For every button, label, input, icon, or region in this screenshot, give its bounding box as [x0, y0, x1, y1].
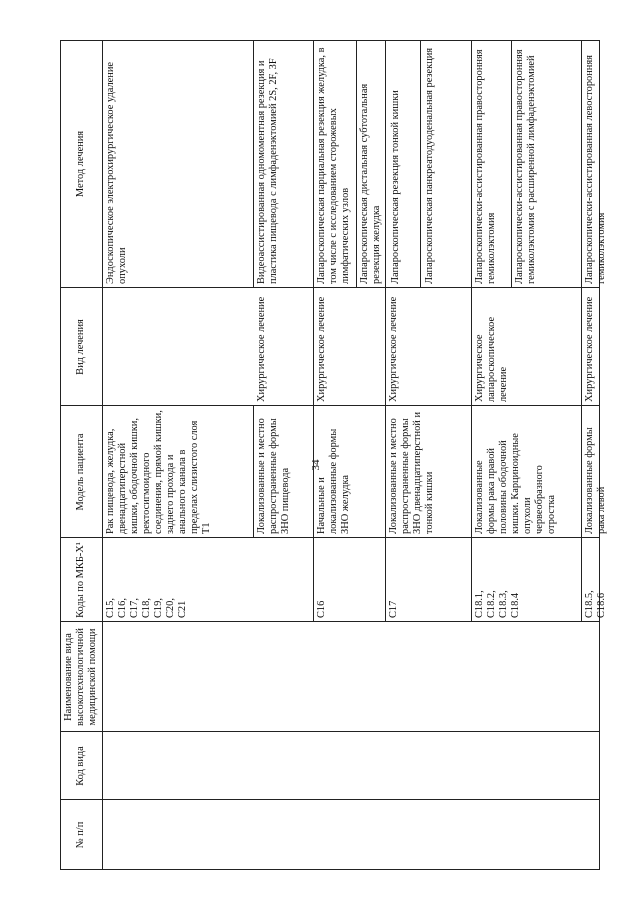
header-icd: Коды по МКБ-X¹ [75, 542, 86, 618]
row-separator-r2 [313, 40, 314, 622]
r6-method: Лапароскопически-ассистированная левосторонняя гемиколэктомия [584, 55, 607, 284]
col-border-5 [60, 405, 600, 406]
r2-method: Видеоассистированная одномоментная резекция и пластика пищевода с лимфаденэктомией 2S, 2F, 3F [256, 58, 279, 284]
r4-codes: C17 [388, 600, 399, 618]
col-border-2 [60, 731, 600, 732]
row-separator-r1-method [253, 40, 254, 288]
r4-treatment: Хирургическое лечение [388, 296, 399, 402]
r3-treatment: Хирургическое лечение [316, 296, 327, 402]
treatment-table [60, 40, 607, 870]
header-treatment: Вид лечения [75, 319, 86, 375]
col-border-4 [60, 537, 600, 538]
r4-model: Локализованные и местно распространенные формы ЗНО двенадцатиперстной и тонкой кишки [388, 411, 435, 534]
r1-method: Эндоскопическое электрохирургическое удаление опухоли [105, 62, 128, 284]
r3-method-b: Лапароскопическая дистальная субтотальная резекция желудка [359, 83, 382, 284]
r3-model: Начальные и локализованные формы ЗНО желудка [316, 428, 351, 534]
r6-model: Локализованные формы рака левой [584, 427, 607, 534]
table-right-border [60, 40, 600, 41]
col-border-6 [60, 287, 600, 288]
r1-model: Рак пищевода, желудка, двенадцатиперстной кишки, ободочной кишки, ректосигмоидного соединения, прямой кишки, заднего прохода и анального канала в пределах слизистого слоя T1 [105, 410, 212, 534]
r1-codes: C15, C16, C17, C18, C19, C20, C21 [105, 598, 188, 618]
col-border-1 [60, 799, 600, 800]
row-separator-r5 [581, 40, 582, 622]
header-name: Наименование вида высокотехнологичной медицинской помощи [63, 628, 98, 726]
page-number: 34 [310, 459, 322, 471]
r5-treatment: Хирургическое лапароскопическое лечение [474, 316, 509, 402]
rotated-page [60, 40, 607, 870]
row-separator-r4 [471, 40, 472, 622]
header-num: № п/п [75, 821, 86, 849]
r2-treatment: Хирургическое лечение [256, 296, 267, 402]
r6-codes: C18.5, C18.6 [584, 590, 607, 618]
r6-treatment: Хирургическое лечение [584, 296, 595, 402]
r5-method-b: Лапароскопически-ассистированная правосторонняя гемиколэктомия с расширенной лимфаденэктомией [514, 49, 537, 284]
r4-method-a: Лапароскопическая резекция тонкой кишки [390, 90, 401, 284]
r3-codes: C16 [316, 600, 327, 618]
header-method: Метод лечения [75, 130, 86, 198]
row-separator-r3-method [356, 40, 357, 288]
r5-model: Локализованные формы рака правой половины ободочной кишки. Карциноидные опухоли червеобразного отростка [474, 433, 557, 534]
row-separator-r5-method [511, 40, 512, 288]
r3-method-a: Лапароскопическая парциальная резекция желудка, в том числе с исследованием сторожевых лимфатических узлов [316, 47, 351, 284]
col-border-3 [60, 621, 600, 622]
r2-model: Локализованные и местно распространенные формы ЗНО пищевода [256, 418, 291, 534]
r4-method-b: Лапароскопическая панкреатодуоденальная резекция [424, 47, 435, 284]
header-separator [102, 40, 103, 870]
r5-codes: C18.1, C18.2, C18.3, C18.4 [474, 590, 521, 618]
table-left-border [60, 869, 600, 870]
row-separator-r4-method [420, 40, 421, 288]
header-code: Код вида [75, 746, 86, 786]
row-separator-r1-model [253, 406, 254, 538]
row-separator-r3 [385, 40, 386, 622]
r5-method-a: Лапароскопически-ассистированная правосторонняя гемиколэктомия [474, 49, 497, 284]
header-model: Модель пациента [75, 433, 86, 511]
